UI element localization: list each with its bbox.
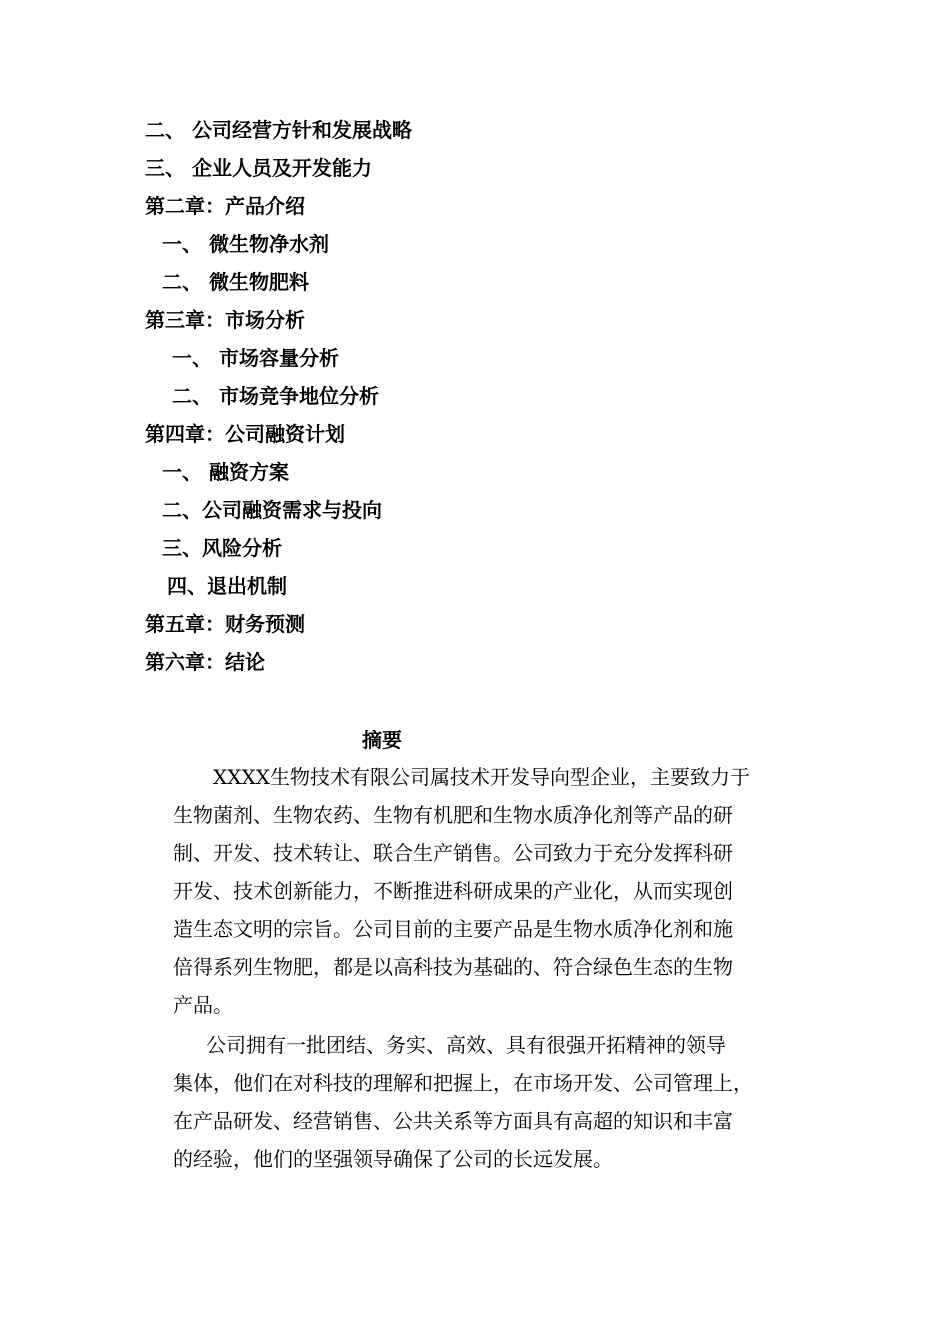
abstract-line: 造生态文明的宗旨。公司目前的主要产品是生物水质净化剂和施	[173, 917, 733, 941]
toc-entry-business-strategy: 二、 公司经营方针和发展战略	[145, 118, 412, 142]
abstract-line: 制、开发、技术转让、联合生产销售。公司致力于充分发挥科研	[173, 841, 733, 865]
abstract-line: XXXX生物技术有限公司属技术开发导向型企业，主要致力于	[213, 765, 750, 789]
toc-entry-water-purifier: 一、 微生物净水剂	[162, 232, 329, 256]
abstract-line: 开发、技术创新能力，不断推进科研成果的产业化，从而实现创	[173, 879, 733, 903]
abstract-line: 产品。	[173, 993, 233, 1017]
toc-entry-competition: 二、 市场竞争地位分析	[172, 384, 379, 408]
abstract-line: 在产品研发、经营销售、公共关系等方面具有高超的知识和丰富	[173, 1109, 733, 1133]
toc-entry-fertilizer: 二、 微生物肥料	[162, 270, 309, 294]
toc-entry-financing-needs: 二、公司融资需求与投向	[162, 498, 382, 522]
abstract-line: 的经验，他们的坚强领导确保了公司的长远发展。	[173, 1147, 613, 1171]
abstract-line: 倍得系列生物肥，都是以高科技为基础的、符合绿色生态的生物	[173, 955, 733, 979]
abstract-heading: 摘要	[362, 728, 402, 752]
toc-chapter-6: 第六章：结论	[145, 650, 265, 674]
toc-entry-exit-mechanism: 四、退出机制	[167, 574, 287, 598]
toc-entry-risk-analysis: 三、风险分析	[162, 536, 282, 560]
toc-chapter-3: 第三章：市场分析	[145, 308, 305, 332]
toc-entry-personnel: 三、 企业人员及开发能力	[145, 156, 372, 180]
toc-entry-market-capacity: 一、 市场容量分析	[172, 346, 339, 370]
toc-chapter-5: 第五章：财务预测	[145, 612, 305, 636]
toc-chapter-2: 第二章：产品介绍	[145, 194, 305, 218]
toc-chapter-4: 第四章：公司融资计划	[145, 422, 345, 446]
abstract-line: 公司拥有一批团结、务实、高效、具有很强开拓精神的领导	[206, 1033, 726, 1057]
toc-entry-financing-plan: 一、 融资方案	[162, 460, 289, 484]
abstract-line: 生物菌剂、生物农药、生物有机肥和生物水质净化剂等产品的研	[173, 803, 733, 827]
abstract-line: 集体，他们在对科技的理解和把握上，在市场开发、公司管理上，	[173, 1071, 753, 1095]
